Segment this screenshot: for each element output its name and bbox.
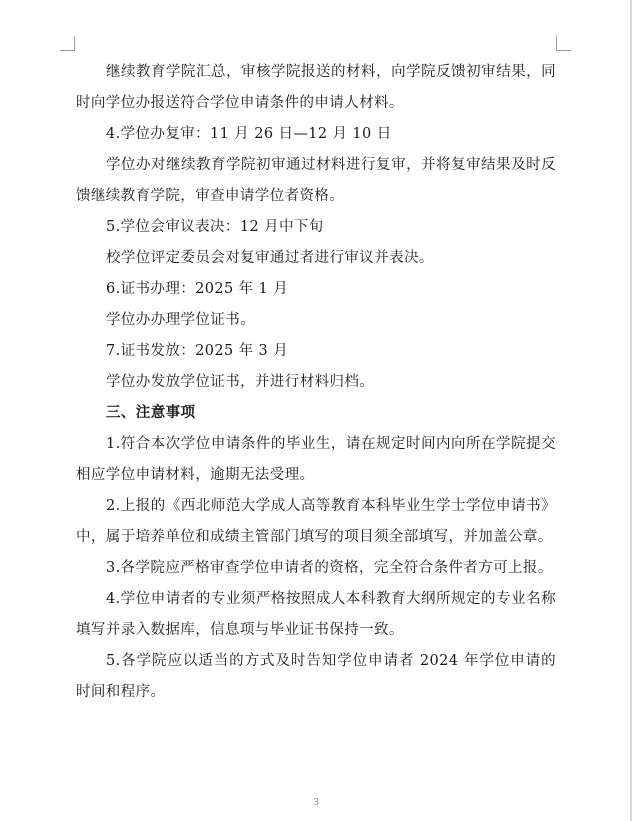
margin-corner-mark-top-right xyxy=(556,36,571,51)
paragraph-note-3: 3.各学院应严格审查学位申请者的资格，完全符合条件者方可上报。 xyxy=(106,560,553,576)
paragraph-college-summary: 继续教育学院汇总，审核学院报送的材料，向学院反馈初审结果，同时向学位办报送符合学位申请条件的申请人材料。 xyxy=(76,64,556,111)
page-number: 3 xyxy=(313,796,319,808)
paragraph-step-4-detail: 学位办对继续教育学院初审通过材料进行复审，并将复审结果及时反馈继续教育学院，审查申请学位者资格。 xyxy=(76,157,556,204)
paragraph-step-4-title: 4.学位办复审：11 月 26 日—12 月 10 日 xyxy=(106,126,392,142)
paragraph-step-7-detail: 学位办发放学位证书，并进行材料归档。 xyxy=(106,374,375,390)
paragraph-note-1: 1.符合本次学位申请条件的毕业生，请在规定时间内向所在学院提交相应学位申请材料，逾期无法受理。 xyxy=(76,436,556,483)
paragraph-step-7-title: 7.证书发放：2025 年 3 月 xyxy=(106,343,289,359)
margin-corner-mark-top-left xyxy=(60,36,75,51)
paragraph-note-5: 5.各学院应以适当的方式及时告知学位申请者 2024 年学位申请的时间和程序。 xyxy=(76,653,556,700)
paragraph-step-5-detail: 校学位评定委员会对复审通过者进行审议并表决。 xyxy=(106,250,434,266)
document-body xyxy=(76,57,556,708)
section-heading-notes: 三、注意事项 xyxy=(106,405,196,421)
paragraph-step-5-title: 5.学位会审议表决：12 月中下旬 xyxy=(106,219,324,235)
paragraph-step-6-title: 6.证书办理：2025 年 1 月 xyxy=(106,281,289,297)
paragraph-step-6-detail: 学位办办理学位证书。 xyxy=(106,312,255,328)
paragraph-note-4: 4.学位申请者的专业须严格按照成人本科教育大纲所规定的专业名称填写并录入数据库，信息项与毕业证书保持一致。 xyxy=(76,591,556,638)
paragraph-note-2: 2.上报的《西北师范大学成人高等教育本科毕业生学士学位申请书》中，属于培养单位和成绩主管部门填写的项目须全部填写，并加盖公章。 xyxy=(76,498,556,545)
